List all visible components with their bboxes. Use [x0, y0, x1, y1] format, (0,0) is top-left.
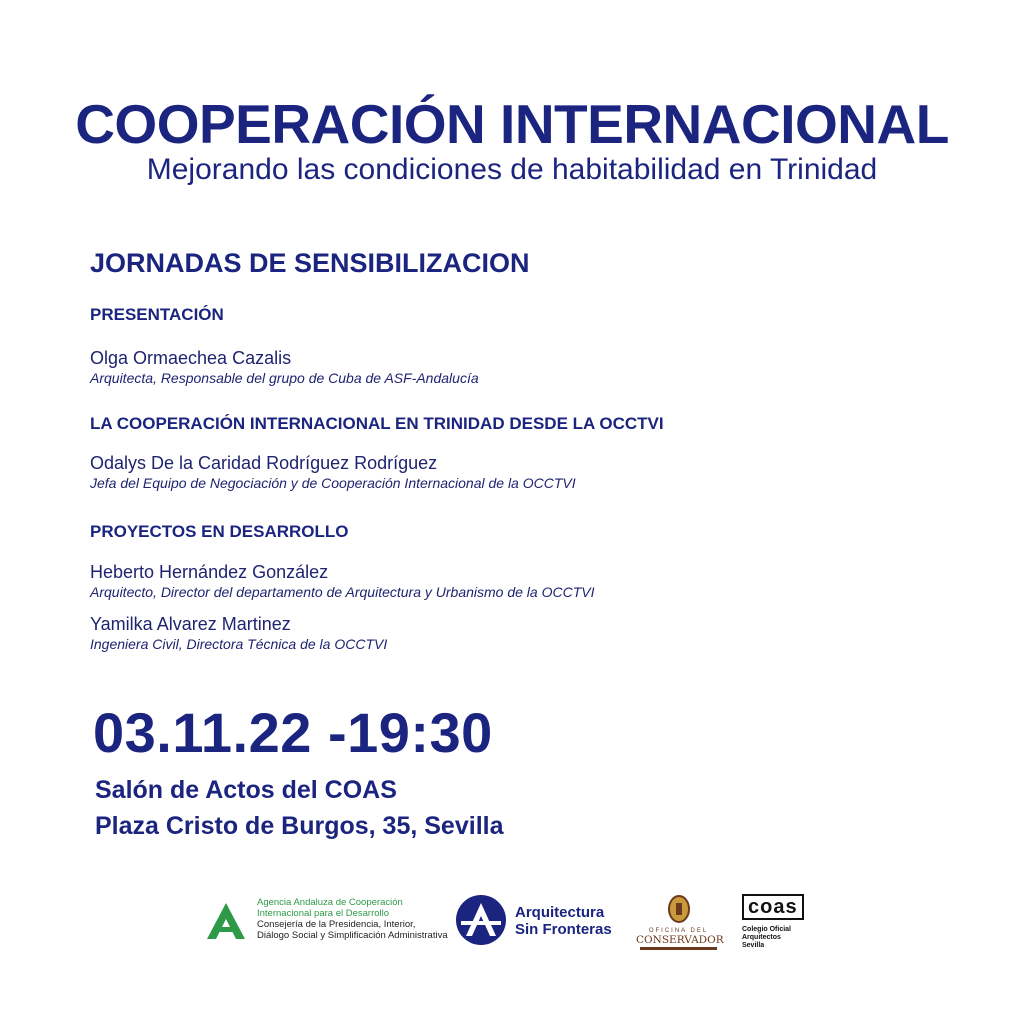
- coas-line3: Sevilla: [742, 942, 765, 949]
- oficina-line2: CONSERVADOR: [636, 934, 724, 946]
- venue-address: Plaza Cristo de Burgos, 35, Sevilla: [95, 812, 504, 840]
- asf-logo-icon: [455, 894, 507, 946]
- event-datetime: 03.11.22 -19:30: [93, 701, 493, 764]
- speaker-role: Ingeniera Civil, Directora Técnica de la OCCTVI: [90, 636, 388, 652]
- andalucia-agency-line1: Agencia Andaluza de Cooperación: [257, 897, 403, 908]
- section-title: JORNADAS DE SENSIBILIZACION: [90, 248, 530, 278]
- speaker-role: Arquitecto, Director del departamento de Arquitectura y Urbanismo de la OCCTVI: [90, 584, 595, 600]
- speaker-entry: [90, 348, 970, 386]
- talk-presentacion: [90, 305, 970, 386]
- speaker-entry: [90, 614, 970, 652]
- andalucia-text: [257, 897, 448, 941]
- talk-heading: LA COOPERACIÓN INTERNACIONAL EN TRINIDAD DESDE LA OCCTVI: [90, 414, 664, 433]
- talk-cooperacion-occtvi: [90, 414, 970, 491]
- speaker-role: Arquitecta, Responsable del grupo de Cuba de ASF-Andalucía: [90, 370, 479, 386]
- speaker-name: Olga Ormaechea Cazalis: [90, 348, 292, 368]
- page-subtitle: Mejorando las condiciones de habitabilidad en Trinidad: [146, 153, 878, 186]
- andalucia-dept-line1: Consejería de la Presidencia, Interior,: [257, 919, 416, 930]
- andalucia-agency-line2: Internacional para el Desarrollo: [257, 908, 390, 919]
- asf-line1: Arquitectura: [515, 904, 605, 921]
- logo-arquitectura-sin-fronteras: [455, 894, 625, 950]
- talk-proyectos: [90, 522, 970, 652]
- talk-heading: PRESENTACIÓN: [90, 305, 224, 324]
- logo-oficina-conservador: [636, 895, 724, 953]
- speaker-role: Jefa del Equipo de Negociación y de Cooperación Internacional de la OCCTVI: [90, 475, 576, 491]
- asf-line2: Sin Fronteras: [515, 921, 612, 938]
- coas-line2: Arquitectos: [742, 934, 781, 941]
- logo-coas: [742, 894, 832, 954]
- asf-text: [515, 904, 612, 938]
- page-title: COOPERACIÓN INTERNACIONAL: [75, 93, 949, 155]
- andalucia-dept-line2: Diálogo Social y Simplificación Administrativa: [257, 930, 448, 941]
- oficina-line1: OFICINA DEL: [648, 928, 709, 934]
- coas-text: [742, 926, 832, 950]
- speaker-name: Yamilka Alvarez Martinez: [90, 614, 291, 634]
- logo-junta-andalucia: [205, 895, 448, 955]
- andalucia-logo-icon: [205, 901, 247, 941]
- oficina-emblem-icon: [667, 895, 691, 923]
- speaker-entry: [90, 562, 970, 600]
- speaker-entry: [90, 453, 970, 491]
- coas-line1: Colegio Oficial: [742, 926, 792, 933]
- speaker-name: Odalys De la Caridad Rodríguez Rodríguez: [90, 453, 438, 473]
- oficina-underline: [640, 947, 717, 950]
- venue-name: Salón de Actos del COAS: [95, 776, 397, 804]
- talk-heading: PROYECTOS EN DESARROLLO: [90, 522, 349, 541]
- coas-wordmark: coas: [742, 894, 804, 920]
- speaker-name: Heberto Hernández González: [90, 562, 329, 582]
